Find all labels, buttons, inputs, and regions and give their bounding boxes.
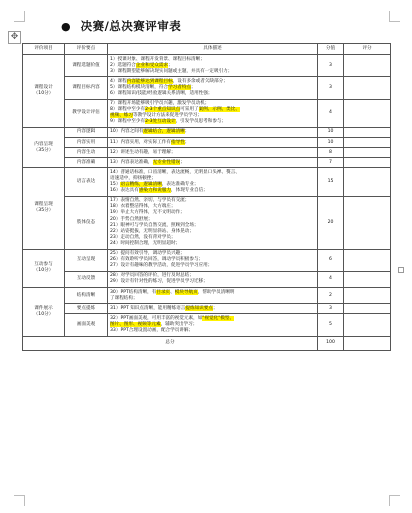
project-label: 课程呈现 (34, 202, 53, 208)
crop-mark-bottom-right (389, 495, 400, 506)
table-row (23, 271, 391, 287)
review-table (22, 43, 391, 351)
description-line (110, 306, 315, 312)
highlighted-text: 案例、示例、类比、 (198, 107, 240, 113)
score-cell: 2 (318, 288, 344, 304)
text-segment: 29）设计有针对性的练习，促进学员学习迁移； (110, 279, 208, 285)
description-line (110, 188, 315, 194)
title-row (61, 16, 181, 36)
project-cell (23, 168, 65, 249)
description-line (110, 241, 315, 247)
description-line (110, 129, 315, 135)
highlighted-text: 逻辑结合，逻辑清晰 (143, 129, 185, 135)
key-cell: 课程选题价值 (65, 55, 108, 77)
text-segment: 4）课程 (110, 78, 127, 84)
description-line (110, 69, 315, 75)
text-segment: ； (212, 305, 218, 311)
rating-cell[interactable] (344, 196, 391, 249)
key-cell: 互动反馈 (65, 271, 108, 287)
score-cell: 3 (318, 77, 344, 99)
text-segment: 3）课程期望能够解决现实问题或主题，并具有一定吸引力； (110, 68, 233, 74)
text-segment: 30）PPT结构清晰，有 (110, 289, 157, 295)
text-segment: ，帮助学员清晰明 (197, 289, 235, 295)
project-label: 课件展示 (34, 305, 53, 311)
page-title: 决赛/总决赛评审表 (80, 19, 182, 33)
text-segment: ； (184, 129, 190, 135)
table-row (23, 196, 391, 249)
text-segment: 2）选题符合 (110, 62, 136, 68)
text-segment: 24）时间控制合理，无明显超时； (110, 240, 181, 246)
project-label: （10分） (33, 311, 54, 317)
text-segment: ，引发学员思考和参与； (175, 119, 227, 125)
text-segment: 32）PPT画面美观，可用丰富的视觉元素，如 (110, 315, 203, 321)
table-row (23, 55, 391, 77)
key-cell: 内容生动 (65, 148, 108, 158)
table-body (23, 55, 391, 351)
text-segment: 15） (110, 182, 121, 188)
text-segment: ； (184, 139, 190, 145)
description-line (110, 150, 315, 156)
header-row (23, 44, 391, 55)
description-cell (108, 55, 318, 77)
highlighted-text: 2-3个重点知识点 (145, 107, 181, 113)
header-score: 分值 (318, 44, 344, 55)
text-segment: ，辅助突出学习； (160, 321, 198, 327)
total-rating-cell[interactable] (344, 336, 391, 350)
rating-cell[interactable] (344, 77, 391, 99)
text-segment: 18）衣着整洁得体，大方端庄； (110, 204, 176, 210)
highlighted-text: 视频、练习 (110, 113, 133, 119)
text-segment: 33）PPT合理设置动画，配合学员讲解； (110, 328, 194, 333)
text-segment: 10）内容之间有 (110, 129, 144, 135)
text-segment: 7）课程开场能够吸引学员兴趣，激发学员动机； (110, 101, 210, 107)
text-segment: 、 (170, 289, 175, 295)
highlighted-text: 2-3处互动设计 (145, 119, 176, 125)
score-cell: 20 (318, 196, 344, 249)
rating-cell[interactable] (344, 158, 391, 168)
key-cell: 内容逻辑 (65, 127, 108, 137)
crop-mark-top-left (14, 11, 25, 22)
description-cell (108, 249, 318, 271)
description-cell (108, 196, 318, 249)
text-segment: 语速适中，抑扬顿挫； (110, 175, 156, 181)
text-segment: 5）课程结构模块清晰，符合 (110, 84, 169, 90)
text-segment: 20）手势自然舒展； (110, 216, 153, 222)
rating-cell[interactable] (344, 138, 391, 148)
text-segment: 31）PPT 知识点清晰，能用精练语言 (110, 305, 186, 311)
text-segment: ，设有多余或者欠缺部分； (172, 78, 228, 84)
description-line (110, 328, 315, 334)
rating-cell[interactable] (344, 55, 391, 77)
project-cell (23, 249, 65, 287)
text-segment: 6）课程知识/技能/经验逻辑关系清晰，适用性强； (110, 90, 213, 96)
text-segment: 8）课程中至少有 (110, 107, 146, 113)
text-segment: 9）课程中至少有 (110, 119, 146, 125)
description-line (110, 296, 315, 302)
rating-cell[interactable] (344, 288, 391, 304)
highlighted-text: 感染力和说服力 (138, 188, 171, 194)
table-row (23, 288, 391, 304)
description-cell (108, 148, 318, 158)
text-segment: ，体现专业自信； (171, 188, 208, 194)
project-cell (23, 127, 65, 167)
table-row (23, 77, 391, 99)
project-cell (23, 288, 65, 337)
project-label: （10分） (33, 268, 54, 274)
text-segment: 14）普通话标准，口齿清晰，表达流畅，无明显口头禅、赘言、 (110, 169, 240, 175)
key-cell: 课程目标内容 (65, 77, 108, 99)
table-row (23, 148, 391, 158)
total-score: 100 (318, 336, 344, 350)
project-label: （35分） (33, 147, 54, 153)
key-cell: 结构清晰 (65, 288, 108, 304)
key-cell: 互动呈现 (65, 249, 108, 271)
table-resize-handle[interactable] (398, 267, 404, 273)
text-segment: 16）表达具有 (110, 188, 139, 194)
description-line (110, 279, 315, 285)
description-cell (108, 314, 318, 336)
highlighted-text: 学习者特点 (168, 84, 192, 90)
rating-cell[interactable] (344, 304, 391, 314)
text-segment: 27）设计有趣味的教学活动，促进学员学习应用； (110, 263, 213, 269)
description-cell (108, 158, 318, 168)
score-cell: 4 (318, 99, 344, 127)
highlighted-text: 内容能够达到课程目标 (126, 78, 173, 84)
highlighted-text: 目录页 (156, 289, 171, 295)
highlighted-text: 无专业性错误 (152, 159, 181, 165)
score-cell: 7 (318, 158, 344, 168)
description-cell (108, 271, 318, 287)
description-cell (108, 99, 318, 127)
total-row (23, 336, 391, 350)
crop-mark-bottom-left (14, 495, 25, 506)
table-row (23, 304, 391, 314)
score-cell: 6 (318, 249, 344, 271)
text-segment: 17）表情自然、亲切、与学员有交流； (110, 198, 190, 204)
table-row (23, 138, 391, 148)
text-segment: 21）眼神可与学员自然交流，照顾到全场； (110, 222, 199, 228)
score-cell: 8 (318, 148, 344, 158)
description-line (110, 119, 315, 125)
highlighted-text: 指导性 (170, 139, 185, 145)
description-line (110, 160, 315, 166)
text-segment: 1）授课对象、课程开发背景、课程目标清晰； (110, 56, 205, 62)
header-desc: 具体描述 (108, 44, 318, 55)
description-cell (108, 168, 318, 196)
table-move-handle-icon[interactable]: ✥ (8, 31, 21, 44)
text-segment: 28）对学员回答的评价，进行及时总结； (110, 273, 194, 279)
project-label: （10分） (33, 90, 54, 96)
rating-cell[interactable] (344, 314, 391, 336)
score-cell: 10 (318, 127, 344, 137)
highlighted-text: 提炼知识要点 (185, 305, 213, 311)
score-cell: 10 (318, 138, 344, 148)
key-cell: 语言表达 (65, 168, 108, 196)
score-cell: 3 (318, 55, 344, 77)
table-row (23, 127, 391, 137)
rating-cell[interactable] (344, 99, 391, 127)
text-segment: 等教学设计方法来促进学员学习； (132, 113, 202, 119)
table-row (23, 314, 391, 336)
project-label: 课程设计 (34, 84, 53, 90)
key-cell: 内容准确 (65, 158, 108, 168)
score-cell: 4 (318, 271, 344, 287)
header-rating: 评分 (344, 44, 391, 55)
table-row (23, 158, 391, 168)
description-cell (108, 127, 318, 137)
highlighted-text: 图片、图形、视频等元素 (110, 321, 161, 327)
header-key: 评价要点 (65, 44, 108, 55)
total-label: 总分 (23, 336, 318, 350)
text-segment: 了课程结构； (110, 295, 138, 301)
description-cell (108, 138, 318, 148)
text-segment: ，表达准确专业； (161, 182, 199, 188)
rating-cell[interactable] (344, 249, 391, 271)
project-cell (23, 55, 65, 128)
description-line (110, 91, 315, 97)
highlighted-text: 语言精练，逻辑清晰 (120, 182, 162, 188)
description-line (110, 263, 315, 269)
score-cell: 5 (318, 314, 344, 336)
key-cell: 内容实用 (65, 138, 108, 148)
crop-mark-top-right (389, 11, 400, 22)
table-row (23, 168, 391, 196)
rating-cell[interactable] (344, 148, 391, 158)
text-segment: 11）内容实用，对实际工作有 (110, 139, 171, 145)
text-segment: 19）举止大方得体，无不文明动作； (110, 210, 185, 216)
text-segment: 13）内容表达准确， (110, 159, 153, 165)
text-segment: 12）讲述生动有趣，易于理解； (110, 149, 176, 155)
text-segment: 23）走动自然，没有背对学员； (110, 234, 176, 240)
project-label: （35分） (33, 208, 54, 214)
project-label: 互动参与 (34, 262, 53, 268)
rating-cell[interactable] (344, 271, 391, 287)
description-cell (108, 304, 318, 314)
table-row (23, 99, 391, 127)
highlighted-text: 企业和受众需求 (135, 62, 169, 68)
bullet-icon: ● (61, 19, 71, 33)
rating-cell[interactable] (344, 127, 391, 137)
text-segment: 22）站姿挺拔，无明显斜站、身体晃动； (110, 228, 194, 234)
key-cell: 画面美观 (65, 314, 108, 336)
text-segment: 可采用了 (180, 107, 199, 113)
text-segment: ； (180, 159, 185, 165)
description-cell (108, 77, 318, 99)
score-cell: 3 (318, 304, 344, 314)
text-segment: 25）提问有效引导，调动学员兴趣； (110, 251, 185, 257)
text-segment: ； (168, 62, 173, 68)
highlighted-text: "视觉化"模型、 (202, 315, 235, 321)
header-project: 评价项目 (23, 44, 65, 55)
highlighted-text: 模块导航页 (174, 289, 198, 295)
description-cell (108, 288, 318, 304)
rating-cell[interactable] (344, 168, 391, 196)
key-cell: 教学设计评估 (65, 99, 108, 127)
text-segment: 26）有效聆听学员回答，调动学员积极参与； (110, 257, 204, 263)
text-segment: ； (191, 84, 196, 90)
key-cell: 肢体仪态 (65, 196, 108, 249)
description-line (110, 140, 315, 146)
score-cell: 15 (318, 168, 344, 196)
table-row (23, 249, 391, 271)
key-cell: 要点提炼 (65, 304, 108, 314)
project-label: 内容呈现 (34, 141, 53, 147)
